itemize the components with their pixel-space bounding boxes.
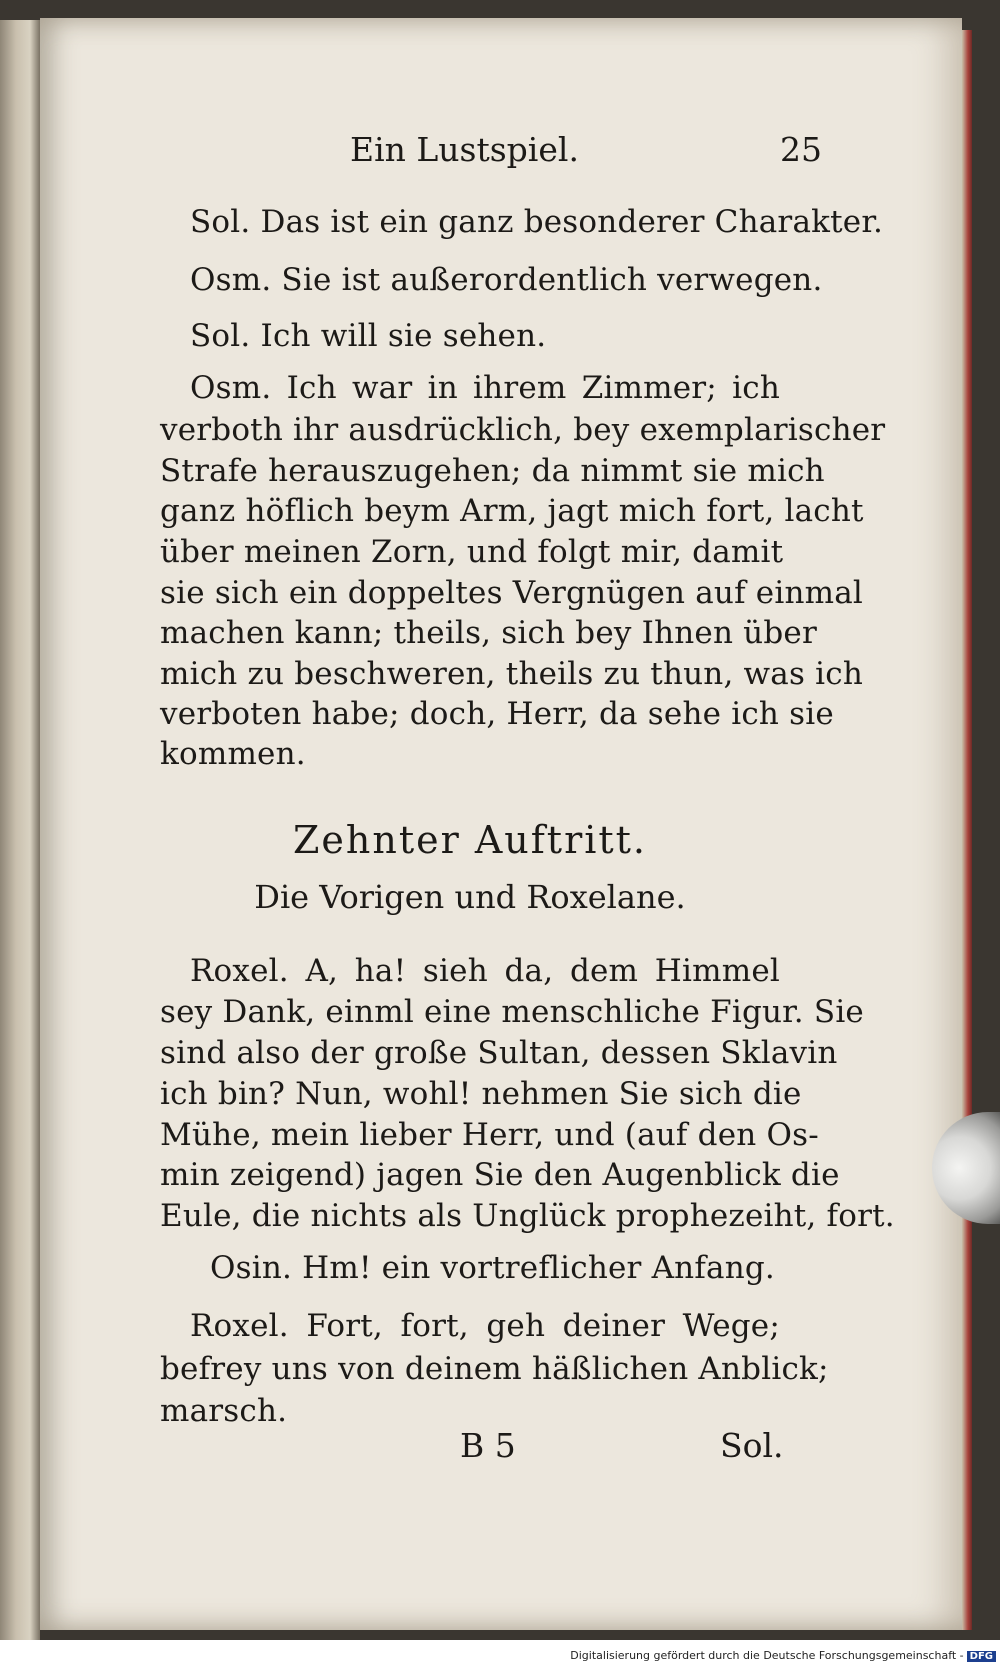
text-line: Sol. Ich will sie sehen. bbox=[190, 318, 547, 354]
text-line: Osm. Sie ist außerordentlich verwegen. bbox=[190, 262, 823, 298]
text-line: Sol. Das ist ein ganz besonderer Charakter. bbox=[190, 204, 883, 240]
text-line: verboth ihr ausdrücklich, bey exemplarischer bbox=[160, 412, 886, 448]
scene-characters: Die Vorigen und Roxelane. bbox=[254, 878, 686, 916]
signature-mark: B 5 bbox=[460, 1426, 516, 1465]
text-line: Mühe, mein lieber Herr, und (auf den Os- bbox=[160, 1117, 819, 1153]
catchword: Sol. bbox=[720, 1426, 784, 1465]
text-line: ich bin? Nun, wohl! nehmen Sie sich die bbox=[160, 1076, 802, 1112]
digitization-credit bbox=[570, 1649, 996, 1662]
text-line: Eule, die nichts als Unglück prophezeiht, fort. bbox=[160, 1198, 895, 1234]
text-line: min zeigend) jagen Sie den Augenblick die bbox=[160, 1157, 840, 1193]
credit-text: Digitalisierung gefördert durch die Deutsche Forschungsgemeinschaft - bbox=[570, 1649, 964, 1662]
page-stack-edge bbox=[962, 30, 972, 1630]
text-line: marsch. bbox=[160, 1393, 288, 1429]
text-line: ganz höflich beym Arm, jagt mich fort, lacht bbox=[160, 493, 864, 529]
text-line: über meinen Zorn, und folgt mir, damit bbox=[160, 534, 784, 570]
text-line: Roxel. A, ha! sieh da, dem Himmel bbox=[190, 953, 780, 989]
text-line: kommen. bbox=[160, 736, 306, 772]
dfg-logo: DFG bbox=[967, 1651, 996, 1662]
text-line: sie sich ein doppeltes Vergnügen auf einmal bbox=[160, 575, 864, 611]
text-line: befrey uns von deinem häßlichen Anblick; bbox=[160, 1351, 829, 1387]
page-number: 25 bbox=[780, 130, 822, 169]
text-line: mich zu beschweren, theils zu thun, was ich bbox=[160, 656, 863, 692]
text-line: Strafe herauszugehen; da nimmt sie mich bbox=[160, 453, 825, 489]
text-line: Roxel. Fort, fort, geh deiner Wege; bbox=[190, 1308, 780, 1344]
text-line: sey Dank, einml eine menschliche Figur. Sie bbox=[160, 994, 864, 1030]
text-line: verboten habe; doch, Herr, da sehe ich sie bbox=[160, 696, 834, 732]
text-line: Osm. Ich war in ihrem Zimmer; ich bbox=[190, 370, 780, 406]
running-head: Ein Lustspiel. bbox=[350, 130, 579, 169]
text-line: Osin. Hm! ein vortreflicher Anfang. bbox=[210, 1250, 775, 1286]
text-line: sind also der große Sultan, dessen Sklavin bbox=[160, 1035, 838, 1071]
scene-title: Zehnter Auftritt. bbox=[292, 818, 648, 862]
book-page bbox=[40, 18, 962, 1630]
facing-page-edge bbox=[0, 20, 40, 1640]
text-line: machen kann; theils, sich bey Ihnen über bbox=[160, 615, 817, 651]
